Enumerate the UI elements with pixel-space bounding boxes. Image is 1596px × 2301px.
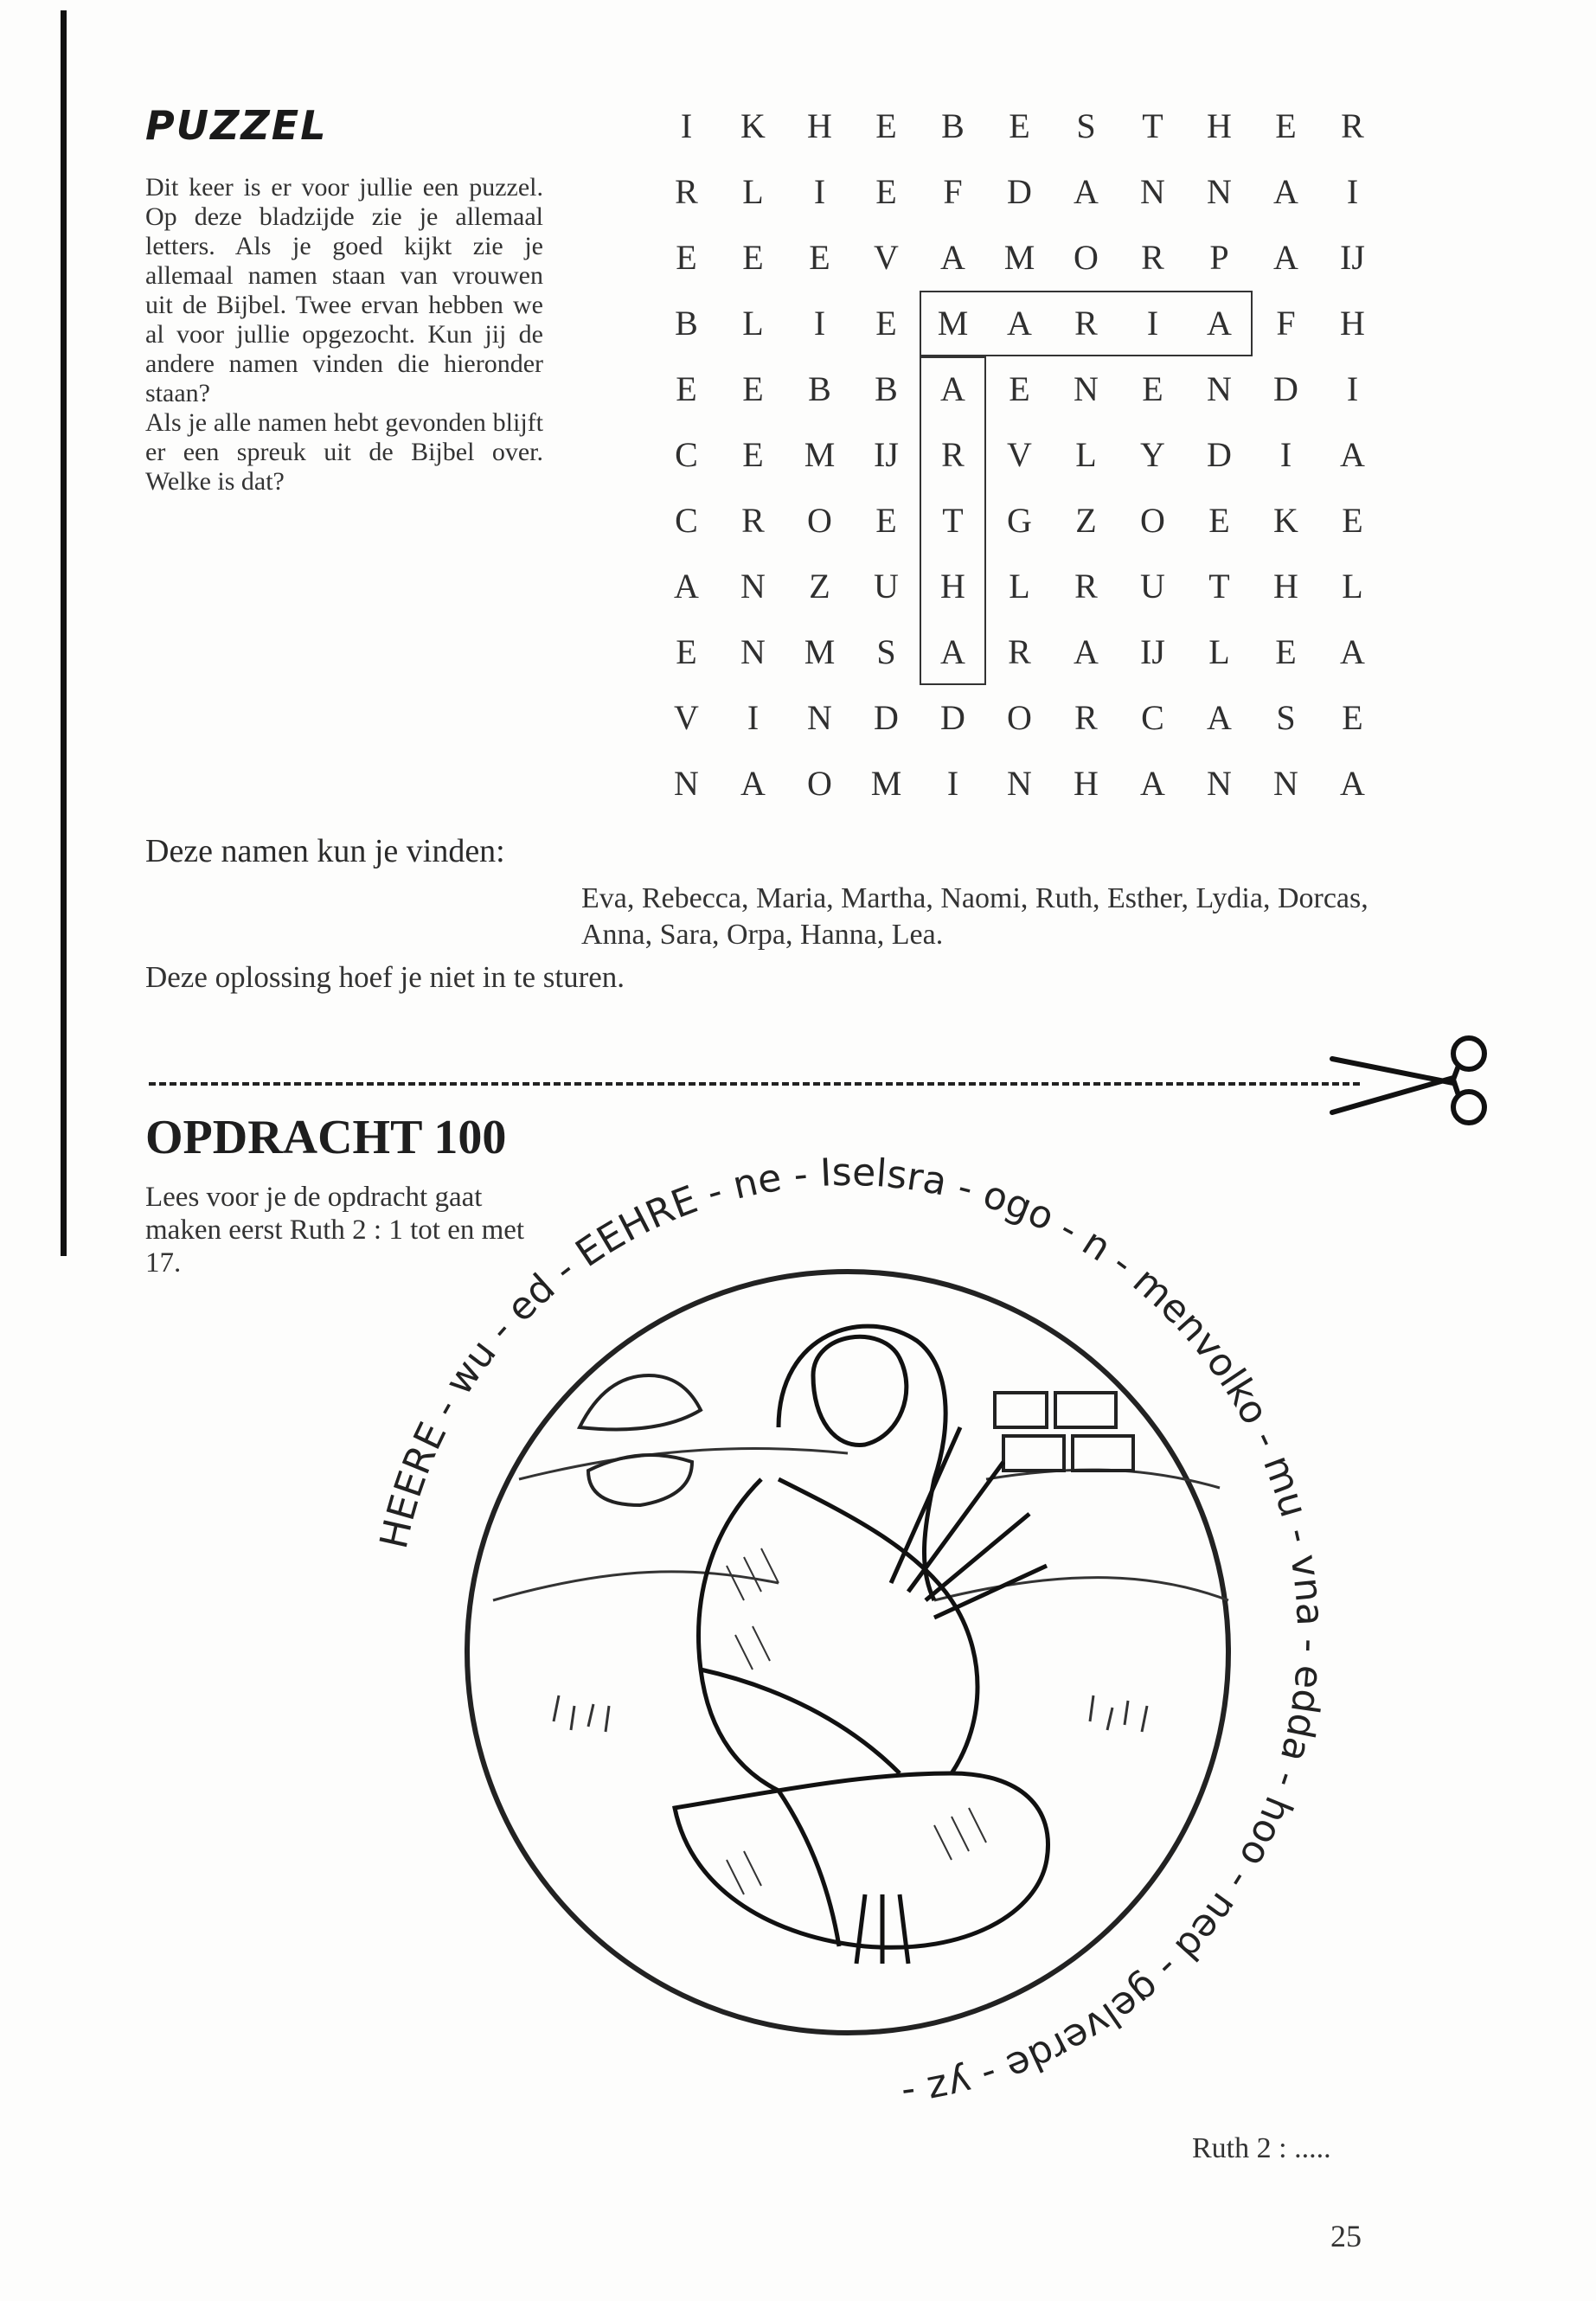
grid-cell: N xyxy=(807,698,832,737)
puzzle-intro xyxy=(145,173,543,497)
grid-cell: I xyxy=(747,698,760,737)
grid-cell: I xyxy=(1146,304,1159,343)
grid-cell: E xyxy=(742,369,764,408)
grid-cell: T xyxy=(1208,567,1230,606)
grid-cell: O xyxy=(807,501,832,540)
grid-cell: Z xyxy=(809,567,830,606)
page-number: 25 xyxy=(1330,2219,1362,2253)
grid-cell: K xyxy=(1273,501,1298,540)
grid-cell: H xyxy=(807,106,832,145)
grid-cell: A xyxy=(740,764,766,803)
grid-cell: E xyxy=(875,172,897,211)
grid-cell: A xyxy=(1207,304,1232,343)
grid-cell: H xyxy=(1273,567,1298,606)
grid-cell: N xyxy=(1207,764,1232,803)
grid-cell: E xyxy=(1342,698,1363,737)
assignment-instructions: Lees voor je de opdracht gaat maken eerst Ruth 2 : 1 tot en met 17. xyxy=(145,1182,525,1279)
grid-cell: C xyxy=(675,435,698,474)
word-search-grid xyxy=(653,93,1371,803)
grid-cell: H xyxy=(1074,764,1099,803)
grid-cell: L xyxy=(1009,567,1030,606)
intro-paragraph-1: Dit keer is er voor jullie een puzzel. Op deze bladzijde zie je allemaal letters. Als je goed kijkt zie je allemaal namen staan van vrouwen uit de Bijbel. Twee ervan hebben we al voor jullie opgezocht. Kun jij de andere namen vinden die hieronder staan? xyxy=(145,173,543,407)
highlight-martha xyxy=(920,356,986,685)
grid-cell: I xyxy=(680,106,693,145)
stone-wall xyxy=(580,1375,1133,1505)
grid-cell: G xyxy=(1007,501,1032,540)
grid-cell: A xyxy=(940,632,965,671)
grid-cell: IJ xyxy=(1340,238,1365,277)
names-label: Deze namen kun je vinden: xyxy=(145,833,505,869)
grid-cell: U xyxy=(874,567,899,606)
grid-cell: Y xyxy=(1140,435,1165,474)
grid-cell: M xyxy=(1003,238,1035,277)
grid-cell: R xyxy=(675,172,698,211)
grid-cell: S xyxy=(1276,698,1296,737)
grid-cell: E xyxy=(676,632,697,671)
grid-cell: E xyxy=(1208,501,1230,540)
field-lines xyxy=(493,1448,1228,1732)
no-submit-note: Deze oplossing hoef je niet in te sturen. xyxy=(145,960,625,994)
cut-line xyxy=(149,1082,1360,1086)
grid-cell: R xyxy=(1074,567,1098,606)
puzzle-title: PUZZEL xyxy=(145,102,328,149)
medallion-frame xyxy=(467,1272,1228,2033)
grid-cell: A xyxy=(940,369,965,408)
grid-cell: N xyxy=(1207,172,1232,211)
grid-cell: R xyxy=(741,501,765,540)
grid-cell: A xyxy=(1340,764,1365,803)
grid-cell: T xyxy=(942,501,964,540)
ruth-reference: Ruth 2 : ..... xyxy=(1192,2132,1331,2164)
grid-cell: E xyxy=(1275,106,1297,145)
grid-cell: A xyxy=(940,238,965,277)
grid-cell: D xyxy=(940,698,965,737)
circle-text: HEERE - wu - ed - EEHRE - ne - Iselsra - ogo - n - menvolko - mu - vna - edda - hoo - ned - gelverde - yz - xyxy=(371,1150,1333,2117)
grid-cell: U xyxy=(1140,567,1165,606)
grid-cell: I xyxy=(813,304,826,343)
robe-hatching xyxy=(727,1548,986,1894)
grid-cell: A xyxy=(1273,238,1298,277)
grid-cell: Z xyxy=(1075,501,1097,540)
grid-cell: IJ xyxy=(874,435,899,474)
grid-cell: I xyxy=(1346,369,1359,408)
grid-cell: P xyxy=(1209,238,1229,277)
grid-cell: R xyxy=(1341,106,1364,145)
grid-cell: E xyxy=(1009,106,1030,145)
grid-cell: K xyxy=(740,106,766,145)
assignment-title: OPDRACHT 100 xyxy=(145,1111,507,1164)
grid-cell: N xyxy=(740,567,766,606)
grid-cell: A xyxy=(1074,172,1099,211)
intro-paragraph-2: Als je alle namen hebt gevonden blijft er een spreuk uit de Bijbel over. Welke is dat? xyxy=(145,408,543,496)
grid-cell: D xyxy=(1273,369,1298,408)
grid-cell: T xyxy=(1142,106,1163,145)
grid-cell: E xyxy=(742,238,764,277)
grid-cell: A xyxy=(674,567,699,606)
grid-cell: R xyxy=(1008,632,1031,671)
names-list: Eva, Rebecca, Maria, Martha, Naomi, Ruth, Esther, Lydia, Dorcas, Anna, Sara, Orpa, Hanna, Lea. xyxy=(581,882,1368,951)
grid-cell: E xyxy=(875,501,897,540)
grid-cell: E xyxy=(1275,632,1297,671)
grid-cell: A xyxy=(1007,304,1032,343)
grid-cell: S xyxy=(1076,106,1096,145)
grid-cell: N xyxy=(1273,764,1298,803)
margin-bar xyxy=(61,10,67,1256)
grid-cell: E xyxy=(809,238,830,277)
grid-cell: A xyxy=(1207,698,1232,737)
grid-cell: N xyxy=(1007,764,1032,803)
grid-cell: R xyxy=(1074,304,1098,343)
grid-cell: A xyxy=(1273,172,1298,211)
grid-cell: B xyxy=(808,369,831,408)
grid-cell: R xyxy=(1141,238,1164,277)
grid-cell: R xyxy=(1074,698,1098,737)
grid-cell: IJ xyxy=(1140,632,1165,671)
ruth-illustration xyxy=(329,1116,1367,2154)
grid-cell: A xyxy=(1074,632,1099,671)
grid-cell: I xyxy=(1346,172,1359,211)
grid-cell: M xyxy=(804,632,836,671)
grid-cell: H xyxy=(1340,304,1365,343)
grid-cell: N xyxy=(674,764,699,803)
grid-cell: I xyxy=(1279,435,1292,474)
grid-cell: H xyxy=(940,567,965,606)
grid-cell: O xyxy=(807,764,832,803)
grid-cell: C xyxy=(675,501,698,540)
grid-cell: V xyxy=(1007,435,1032,474)
grid-cell: M xyxy=(804,435,836,474)
grid-cell: F xyxy=(1276,304,1296,343)
grid-cell: H xyxy=(1207,106,1232,145)
grid-cell: M xyxy=(870,764,902,803)
grid-cell: L xyxy=(742,172,764,211)
grid-cell: I xyxy=(946,764,959,803)
grid-cell: L xyxy=(1075,435,1097,474)
grid-cell: L xyxy=(1208,632,1230,671)
grid-cell: M xyxy=(937,304,969,343)
grid-cell: F xyxy=(943,172,963,211)
highlight-maria xyxy=(920,291,1253,356)
grid-cell: C xyxy=(1141,698,1164,737)
grid-cell: N xyxy=(1074,369,1099,408)
grid-cell: E xyxy=(875,106,897,145)
grid-cell: A xyxy=(1340,632,1365,671)
grid-cell: A xyxy=(1340,435,1365,474)
grid-cell: D xyxy=(874,698,899,737)
grid-cell: E xyxy=(1142,369,1163,408)
grid-cell: B xyxy=(941,106,965,145)
grid-cell: E xyxy=(676,369,697,408)
grid-cell: L xyxy=(1342,567,1363,606)
grid-cell: E xyxy=(1342,501,1363,540)
grid-cell: D xyxy=(1007,172,1032,211)
grid-cell: O xyxy=(1074,238,1099,277)
grid-cell: L xyxy=(742,304,764,343)
grid-cell: E xyxy=(676,238,697,277)
grid-cell: N xyxy=(1140,172,1165,211)
grid-cell: I xyxy=(813,172,826,211)
grid-cell: D xyxy=(1207,435,1232,474)
grid-cell: E xyxy=(875,304,897,343)
grid-cell: O xyxy=(1007,698,1032,737)
grid-cell: B xyxy=(875,369,898,408)
grid-cell: N xyxy=(1207,369,1232,408)
grid-cell: O xyxy=(1140,501,1165,540)
grid-cell: B xyxy=(675,304,698,343)
grid-cell: A xyxy=(1140,764,1165,803)
grid-cell: E xyxy=(1009,369,1030,408)
grid-cell: V xyxy=(874,238,899,277)
grid-cell: S xyxy=(876,632,896,671)
grid-cell: R xyxy=(941,435,965,474)
grid-cell: N xyxy=(740,632,766,671)
grid-cell: V xyxy=(674,698,699,737)
grid-cell: E xyxy=(742,435,764,474)
